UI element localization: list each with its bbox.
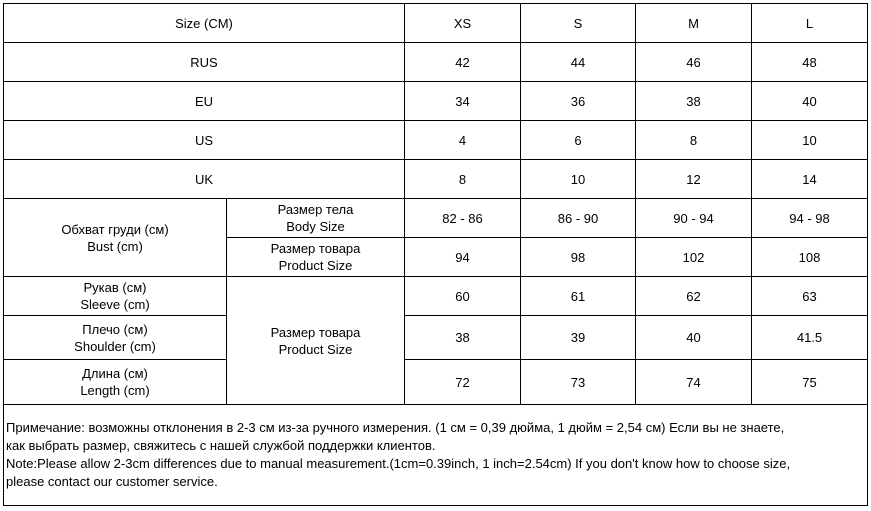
header-row — [4, 4, 868, 43]
row-label: EU — [4, 82, 405, 121]
table-cell: 12 — [636, 160, 752, 199]
size-header-label: Size (CM) — [4, 4, 405, 43]
shoulder-label-en: Shoulder (cm) — [74, 338, 156, 354]
table-cell: 8 — [405, 160, 521, 199]
table-cell: 90 - 94 — [636, 199, 752, 238]
bust-label-en: Bust (cm) — [87, 238, 143, 254]
sleeve-label — [4, 277, 227, 316]
note-ru-line-2: как выбрать размер, свяжитесь с нашей службой поддержки клиентов. — [6, 438, 436, 453]
table-cell: 41.5 — [752, 316, 868, 360]
table-cell: 34 — [405, 82, 521, 121]
table-cell: 36 — [521, 82, 636, 121]
row-label: RUS — [4, 43, 405, 82]
length-label-ru: Длина (см) — [82, 366, 148, 381]
note-ru-line-1: Примечание: возможны отклонения в 2-3 см из-за ручного измерения. (1 см = 0,39 дюйма, 1 дюйм = 2,54 см) Если вы не знаете, — [6, 420, 785, 435]
shoulder-label-ru: Плечо (см) — [82, 321, 148, 337]
table-cell: 38 — [405, 316, 521, 360]
table-cell: 4 — [405, 121, 521, 160]
table-cell: 73 — [521, 360, 636, 405]
shoulder-label — [4, 316, 227, 360]
sleeve-label-en: Sleeve (cm) — [80, 297, 150, 312]
product-size-label-en: Product Size — [278, 258, 353, 273]
size-m-header: M — [636, 4, 752, 43]
shoulder-row — [4, 316, 868, 360]
length-label-en: Length (cm) — [80, 383, 150, 398]
table-cell: 86 - 90 — [521, 199, 636, 238]
product-size-label-ru: Размер товара — [270, 241, 361, 256]
size-s-header: S — [521, 4, 636, 43]
table-cell: 94 — [405, 238, 521, 277]
bust-label-ru: Обхват груди (см) — [61, 221, 169, 237]
table-cell: 40 — [636, 316, 752, 360]
sleeve-row — [4, 277, 868, 316]
rus-row — [4, 43, 868, 82]
table-cell: 82 - 86 — [405, 199, 521, 238]
us-row — [4, 121, 868, 160]
bust-label — [4, 199, 227, 277]
table-cell: 94 - 98 — [752, 199, 868, 238]
table-cell: 38 — [636, 82, 752, 121]
note-cell — [4, 405, 868, 506]
table-cell: 63 — [752, 277, 868, 316]
row-label: UK — [4, 160, 405, 199]
table-cell: 60 — [405, 277, 521, 316]
table-cell: 62 — [636, 277, 752, 316]
size-chart-table — [3, 3, 868, 506]
table-cell: 98 — [521, 238, 636, 277]
table-cell: 40 — [752, 82, 868, 121]
body-size-label — [227, 199, 405, 238]
product-size-label-en: Product Size — [278, 341, 353, 357]
uk-row — [4, 160, 868, 199]
table-cell: 108 — [752, 238, 868, 277]
sleeve-label-ru: Рукав (см) — [83, 280, 147, 295]
note-en-line-2: please contact our customer service. — [6, 474, 218, 489]
table-cell: 48 — [752, 43, 868, 82]
table-cell: 72 — [405, 360, 521, 405]
row-label: US — [4, 121, 405, 160]
body-size-label-ru: Размер тела — [277, 202, 354, 217]
table-cell: 10 — [521, 160, 636, 199]
length-label — [4, 360, 227, 405]
table-cell: 8 — [636, 121, 752, 160]
table-cell: 44 — [521, 43, 636, 82]
table-cell: 39 — [521, 316, 636, 360]
product-size-label — [227, 238, 405, 277]
product-size-merged-label — [227, 277, 405, 405]
table-cell: 10 — [752, 121, 868, 160]
table-cell: 61 — [521, 277, 636, 316]
bust-body-size-row — [4, 199, 868, 238]
body-size-label-en: Body Size — [286, 219, 345, 234]
table-cell: 42 — [405, 43, 521, 82]
length-row — [4, 360, 868, 405]
product-size-label-ru: Размер товара — [270, 324, 361, 340]
table-cell: 74 — [636, 360, 752, 405]
size-l-header: L — [752, 4, 868, 43]
table-cell: 6 — [521, 121, 636, 160]
note-row — [4, 405, 868, 506]
table-cell: 75 — [752, 360, 868, 405]
eu-row — [4, 82, 868, 121]
size-xs-header: XS — [405, 4, 521, 43]
note-en-line-1: Note:Please allow 2-3cm differences due to manual measurement.(1cm=0.39inch, 1 inch=2.54cm) If you don't know how to choose size, — [6, 456, 791, 471]
table-cell: 46 — [636, 43, 752, 82]
table-cell: 102 — [636, 238, 752, 277]
table-cell: 14 — [752, 160, 868, 199]
